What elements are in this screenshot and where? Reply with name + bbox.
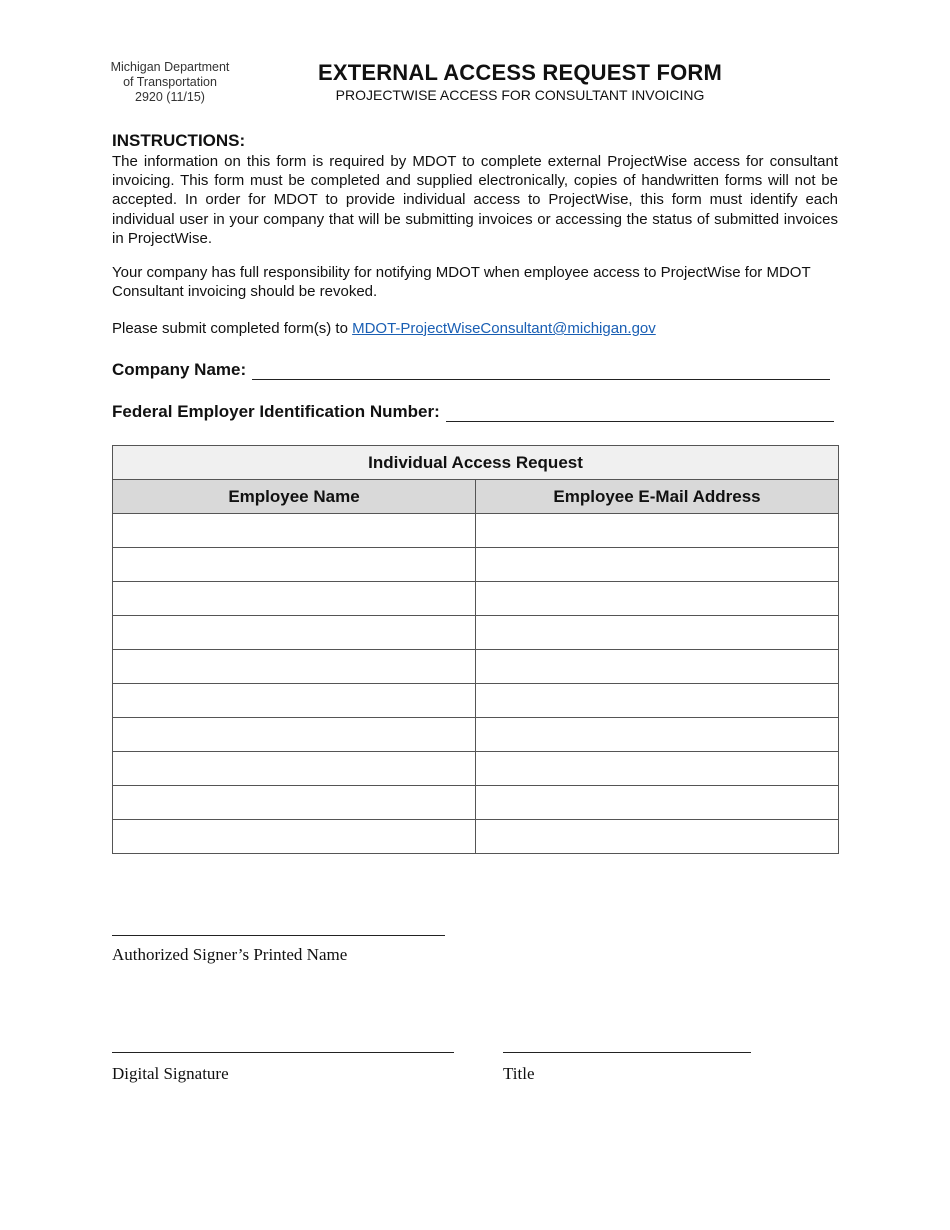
table-row: [113, 820, 839, 854]
submit-email-link[interactable]: MDOT-ProjectWiseConsultant@michigan.gov: [352, 320, 656, 337]
feid-input[interactable]: [446, 405, 834, 422]
employee-name-cell[interactable]: [113, 616, 476, 650]
title-label: Title: [503, 1064, 535, 1083]
employee-email-cell[interactable]: [476, 752, 839, 786]
employee-email-cell[interactable]: [476, 616, 839, 650]
column-header-employee-email: Employee E-Mail Address: [476, 480, 839, 514]
table-row: [113, 582, 839, 616]
table-row: [113, 684, 839, 718]
department-line-2: of Transportation: [123, 75, 217, 89]
employee-name-cell[interactable]: [113, 514, 476, 548]
submit-prefix: Please submit completed form(s) to: [112, 320, 353, 337]
table-row: [113, 718, 839, 752]
employee-email-cell[interactable]: [476, 684, 839, 718]
employee-name-cell[interactable]: [113, 684, 476, 718]
access-request-table: [112, 445, 839, 854]
department-block: [105, 60, 235, 105]
form-number: 2920 (11/15): [135, 90, 205, 104]
table-row: [113, 650, 839, 684]
employee-email-cell[interactable]: [476, 650, 839, 684]
employee-email-cell[interactable]: [476, 718, 839, 752]
company-name-field: [112, 360, 830, 380]
column-header-employee-name: Employee Name: [113, 480, 476, 514]
form-title: EXTERNAL ACCESS REQUEST FORM: [317, 60, 723, 85]
employee-email-cell[interactable]: [476, 786, 839, 820]
employee-name-cell[interactable]: [113, 786, 476, 820]
title-signature-line[interactable]: [503, 1052, 751, 1053]
printed-name-label: Authorized Signer’s Printed Name: [112, 945, 348, 964]
employee-name-cell[interactable]: [113, 548, 476, 582]
employee-email-cell[interactable]: [476, 582, 839, 616]
table-row: [113, 752, 839, 786]
form-subtitle: PROJECTWISE ACCESS FOR CONSULTANT INVOICING: [335, 87, 705, 103]
digital-signature-label: Digital Signature: [112, 1064, 229, 1083]
company-name-input[interactable]: [252, 363, 830, 380]
table-row: [113, 786, 839, 820]
submit-instruction: [112, 319, 838, 338]
feid-field: [112, 402, 834, 422]
employee-name-cell[interactable]: [113, 820, 476, 854]
employee-name-cell[interactable]: [113, 752, 476, 786]
instructions-paragraph-2: Your company has full responsibility for notifying MDOT when employee access to ProjectWise for MDOT Consultant invoicing should be revoked.: [112, 264, 811, 301]
printed-name-signature-line[interactable]: [112, 935, 445, 936]
employee-email-cell[interactable]: [476, 820, 839, 854]
instructions-heading: INSTRUCTIONS:: [112, 131, 246, 150]
form-header: [300, 60, 740, 103]
table-row: [113, 616, 839, 650]
digital-signature-line[interactable]: [112, 1052, 454, 1053]
table-title: Individual Access Request: [113, 446, 839, 480]
feid-label: Federal Employer Identification Number:: [112, 402, 440, 421]
employee-name-cell[interactable]: [113, 718, 476, 752]
department-line-1: Michigan Department: [110, 60, 230, 74]
table-row: [113, 548, 839, 582]
instructions-paragraph-1: The information on this form is required by MDOT to complete external ProjectWise access for consultant invoicing. This form must be completed and supplied electronically, copies of handwritten forms will not be accepted. In order for MDOT to provide individual access to ProjectWise, this form must identify each individual user in your company that will be submitting invoices or accessing the status of submitted invoices in ProjectWise.: [112, 153, 838, 247]
employee-email-cell[interactable]: [476, 514, 839, 548]
employee-name-cell[interactable]: [113, 582, 476, 616]
employee-email-cell[interactable]: [476, 548, 839, 582]
employee-name-cell[interactable]: [113, 650, 476, 684]
table-row: [113, 514, 839, 548]
company-name-label: Company Name:: [112, 360, 247, 379]
